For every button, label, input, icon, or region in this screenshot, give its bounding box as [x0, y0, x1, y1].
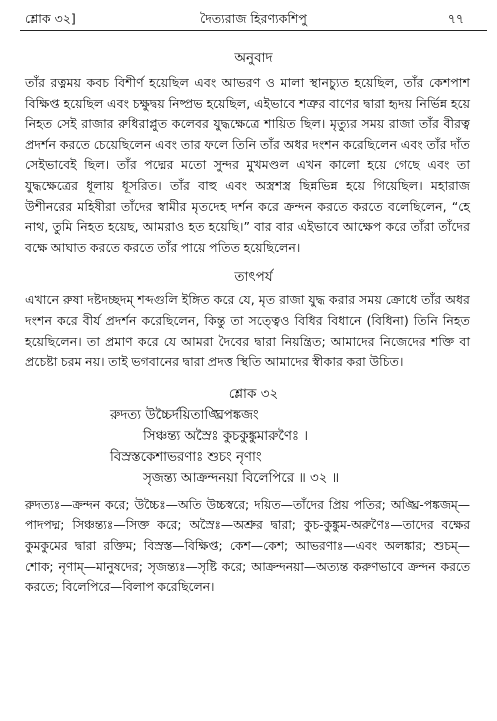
running-title: দৈত্যরাজ হিরণ্যকশিপু	[200, 11, 307, 26]
purport-heading: তাৎপর্য	[234, 269, 273, 286]
purport-text: এখানে রুষা দষ্টদচ্ছদম্ শব্দগুলি ইঙ্গিত করে যে, মৃত রাজা যুদ্ধ করার সময় ক্রোধে তাঁর অধর দংশন করে বীর্য প্রদর্শন করেছিলেন, কিন্তু তা সত্ত্বেও বিধির বিধানে (বিধিনা) তিনি নিহত হয়েছিলেন। তা প্রমাণ করে যে আমরা দৈবের দ্বারা নিয়ন্ত্রিত; আমাদের নিজেদের শক্তি বা প্রচেষ্টা চরম নয়। তাই ভগবানের দ্বারা প্রদত্ত স্থিতি আমাদের স্বীকার করা উচিত।	[25, 292, 470, 370]
verse-line-2: সিঞ্চন্ত্য অস্রৈঃ কুচকুঙ্কুমারুণৈঃ ।	[143, 428, 308, 444]
verse-line-4: সৃজন্ত্য আক্রন্দনয়া বিলেপিরে ॥ ৩২ ॥	[143, 470, 340, 486]
verse-heading: শ্লোক ৩২	[228, 385, 279, 402]
page-header	[25, 8, 482, 30]
verse-reference: শ্লোক ৩২]	[25, 11, 76, 26]
sanskrit-verse	[25, 405, 482, 489]
page-number: ৭৭	[447, 11, 464, 26]
verse-line-1: রুদত্য উচ্চৈর্দয়িতাঙ্ঘ্রিপঙ্কজং	[110, 407, 259, 423]
verse-line-3: বিস্রস্তকেশাভরণাঃ শুচং নৃণাং	[110, 449, 262, 465]
translation-heading: অনুবাদ	[234, 50, 273, 66]
translation-text: তাঁর রত্নময় কবচ বিশীর্ণ হয়েছিল এবং আভরণ ও মালা স্থানচ্যুত হয়েছিল, তাঁর কেশপাশ বিক্ষিপ্ত হয়েছিল এবং চক্ষুদ্বয় নিষ্প্রভ হয়েছিল, এইভাবে শত্রুর বাণের দ্বারা হৃদয় নির্ভিন্ন হয়ে নিহত সেই রাজার রুধিরাপ্লুত কলেবর যুদ্ধক্ষেত্রে শায়িত ছিল। মৃত্যুর সময় রাজা তাঁর বীরত্ব প্রদর্শন করতে চেয়েছিলেন এবং তার ফলে তিনি তাঁর অধর দংশন করেছিলেন এবং তাঁর দাঁত সেইভাবেই ছিল। তাঁর পদ্মের মতো সুন্দর মুখমণ্ডল এখন কালো হয়ে গেছে এবং তা যুদ্ধক্ষেত্রের ধূলায় ধূসরিত। তাঁর বাহু এবং অস্ত্রশস্ত্র ছিন্নভিন্ন হয়ে গিয়েছিল। মহারাজ উশীনরের মহিষীরা তাঁদের স্বামীর মৃতদেহ দর্শন করে ক্রন্দন করতে করতে বলেছিলেন, “হে নাথ, তুমি নিহত হয়েছ, আমরাও হত হয়েছি।” বার বার এইভাবে আক্ষেপ করে তাঁরা তাঁদের বক্ষে আঘাত করতে করতে তাঁর পায়ে পতিত হয়েছিলেন।	[25, 75, 470, 255]
word-meanings: রুদত্যঃ—ক্রন্দন করে; উচ্চৈঃ—অতি উচ্চস্বরে; দয়িত—তাঁদের প্রিয় পতির; অঙ্ঘ্রি-পঙ্কজম্—পাদপদ্ম; সিঞ্চন্ত্যঃ—সিক্ত করে; অস্রৈঃ—অশ্রুর দ্বারা; কুচ-কুঙ্কুম-অরুণৈঃ—তাদের বক্ষের কুমকুমের দ্বারা রক্তিম; বিস্রস্ত—বিক্ষিপ্ত; কেশ—কেশ; আভরণাঃ—এবং অলঙ্কার; শুচম্—শোক; নৃণাম্—মানুষদের; সৃজন্ত্যঃ—সৃষ্টি করে; আক্রন্দনয়া—অত্যন্ত করুণভাবে ক্রন্দন করতে করতে; বিলেপিরে—বিলাপ করেছিলেন।	[25, 497, 470, 595]
header-rule	[20, 30, 487, 31]
